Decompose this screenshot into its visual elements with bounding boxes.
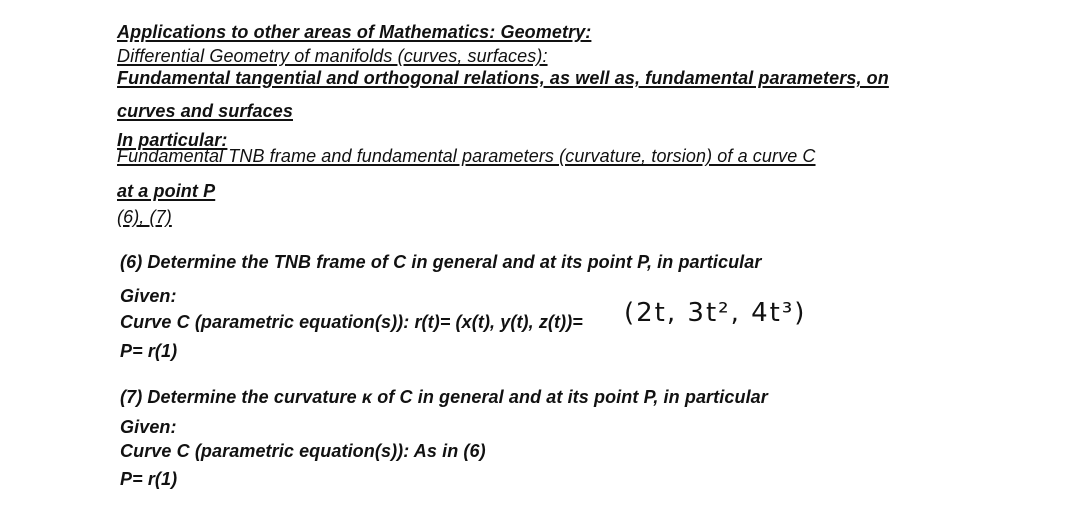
problem7-point: P= r(1) [120, 469, 178, 489]
heading-at-point: at a point P [117, 181, 216, 201]
heading-curves-surfaces: curves and surfaces [117, 101, 293, 121]
problem6-given: Given: [120, 286, 177, 306]
problem7-title: (7) Determine the curvature κ of C in general and at its point P, in particular [120, 387, 768, 407]
problem6-point: P= r(1) [120, 341, 178, 361]
problem7-given: Given: [120, 417, 177, 437]
heading-fundamental-relations: Fundamental tangential and orthogonal relations, as well as, fundamental parameters, on [117, 68, 889, 88]
problem6-title: (6) Determine the TNB frame of C in general and at its point P, in particular [120, 252, 762, 272]
problem7-curve: Curve C (parametric equation(s)): As in (6) [120, 441, 486, 461]
heading-differential-geometry: Differential Geometry of manifolds (curves, surfaces): [117, 46, 548, 66]
heading-in-particular: In particular: [117, 130, 228, 150]
heading-tnb-frame: Fundamental TNB frame and fundamental parameters (curvature, torsion) of a curve C [117, 146, 816, 166]
heading-applications: Applications to other areas of Mathematics: Geometry: [117, 22, 592, 42]
heading-problem-refs: (6), (7) [117, 207, 172, 227]
problem6-curve: Curve C (parametric equation(s)): r(t)= (x(t), y(t), z(t))= [120, 312, 583, 332]
problem6-handwritten-equation: (2t, 3t², 4t³) [624, 298, 807, 328]
